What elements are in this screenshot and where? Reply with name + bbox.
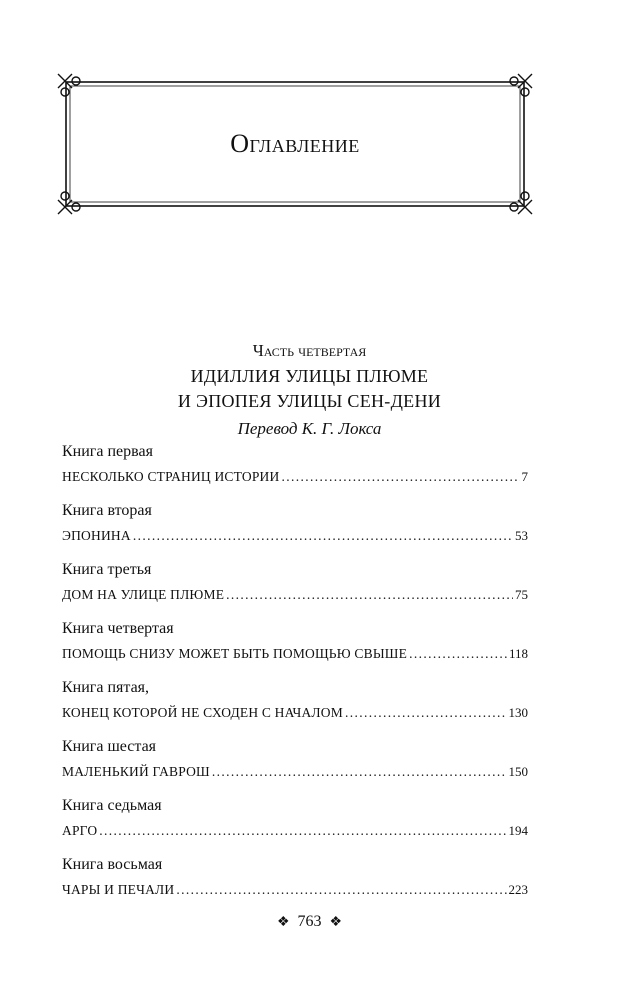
toc-entry: [62, 619, 528, 678]
chapter-title: НЕСКОЛЬКО СТРАНИЦ ИСТОРИИ: [62, 469, 280, 484]
page-number: 53: [515, 528, 528, 543]
title-frame: [56, 72, 534, 216]
page-number: 7: [521, 469, 528, 484]
page-number: 150: [508, 764, 528, 779]
chapter-title: МАЛЕНЬКИЙ ГАВРОШ: [62, 764, 210, 779]
page-number: 118: [508, 646, 528, 661]
toc-entry: [62, 737, 528, 796]
toc-line[interactable]: [62, 468, 528, 486]
book-name: Книга восьмая: [62, 856, 163, 873]
toc-line[interactable]: [62, 822, 528, 840]
dot-leader: [133, 527, 513, 545]
part-label: Часть четвертая: [252, 341, 367, 360]
ornament-left-icon: ❖: [276, 915, 290, 930]
page-number: 223: [508, 882, 528, 897]
toc-entry: [62, 560, 528, 619]
book-name: Книга третья: [62, 561, 152, 578]
page-footer: [0, 912, 619, 933]
toc-line[interactable]: [62, 763, 528, 781]
chapter-title: КОНЕЦ КОТОРОЙ НЕ СХОДЕН С НАЧАЛОМ: [62, 705, 343, 720]
toc-entry: [62, 855, 528, 914]
dot-leader: [226, 586, 513, 604]
page-number: 130: [508, 705, 528, 720]
dot-leader: [212, 763, 507, 781]
toc-line[interactable]: [62, 645, 528, 663]
book-name: Книга седьмая: [62, 797, 162, 814]
toc-line[interactable]: [62, 586, 528, 604]
page-title: Оглавление: [230, 129, 360, 158]
dot-leader: [409, 645, 507, 663]
chapter-title: ЭПОНИНА: [62, 528, 131, 543]
part-title-line-2: И ЭПОПЕЯ УЛИЦЫ СЕН-ДЕНИ: [177, 391, 442, 411]
part-heading: [0, 340, 619, 440]
toc-entry: [62, 501, 528, 560]
book-name: Книга пятая,: [62, 679, 150, 696]
folio-number: 763: [297, 913, 322, 930]
part-title-line-1: ИДИЛЛИЯ УЛИЦЫ ПЛЮМЕ: [190, 366, 429, 386]
dot-leader: [345, 704, 507, 722]
toc-entry: [62, 442, 528, 501]
page-number: 194: [508, 823, 528, 838]
chapter-title: ДОМ НА УЛИЦЕ ПЛЮМЕ: [62, 587, 225, 602]
table-of-contents: [62, 442, 528, 914]
translator-credit: Перевод К. Г. Локса: [237, 419, 382, 438]
toc-line[interactable]: [62, 527, 528, 545]
book-name: Книга четвертая: [62, 620, 174, 637]
chapter-title: ПОМОЩЬ СНИЗУ МОЖЕТ БЫТЬ ПОМОЩЬЮ СВЫШЕ: [62, 646, 408, 661]
toc-line[interactable]: [62, 881, 528, 899]
toc-entry: [62, 678, 528, 737]
dot-leader: [176, 881, 506, 899]
chapter-title: ЧАРЫ И ПЕЧАЛИ: [62, 882, 175, 897]
page-number: 75: [515, 587, 528, 602]
book-name: Книга первая: [62, 443, 153, 460]
toc-line[interactable]: [62, 704, 528, 722]
toc-entry: [62, 796, 528, 855]
dot-leader: [99, 822, 506, 840]
dot-leader: [281, 468, 519, 486]
chapter-title: АРГО: [62, 823, 98, 838]
ornament-right-icon: ❖: [329, 915, 343, 930]
book-name: Книга шестая: [62, 738, 157, 755]
book-name: Книга вторая: [62, 502, 152, 519]
